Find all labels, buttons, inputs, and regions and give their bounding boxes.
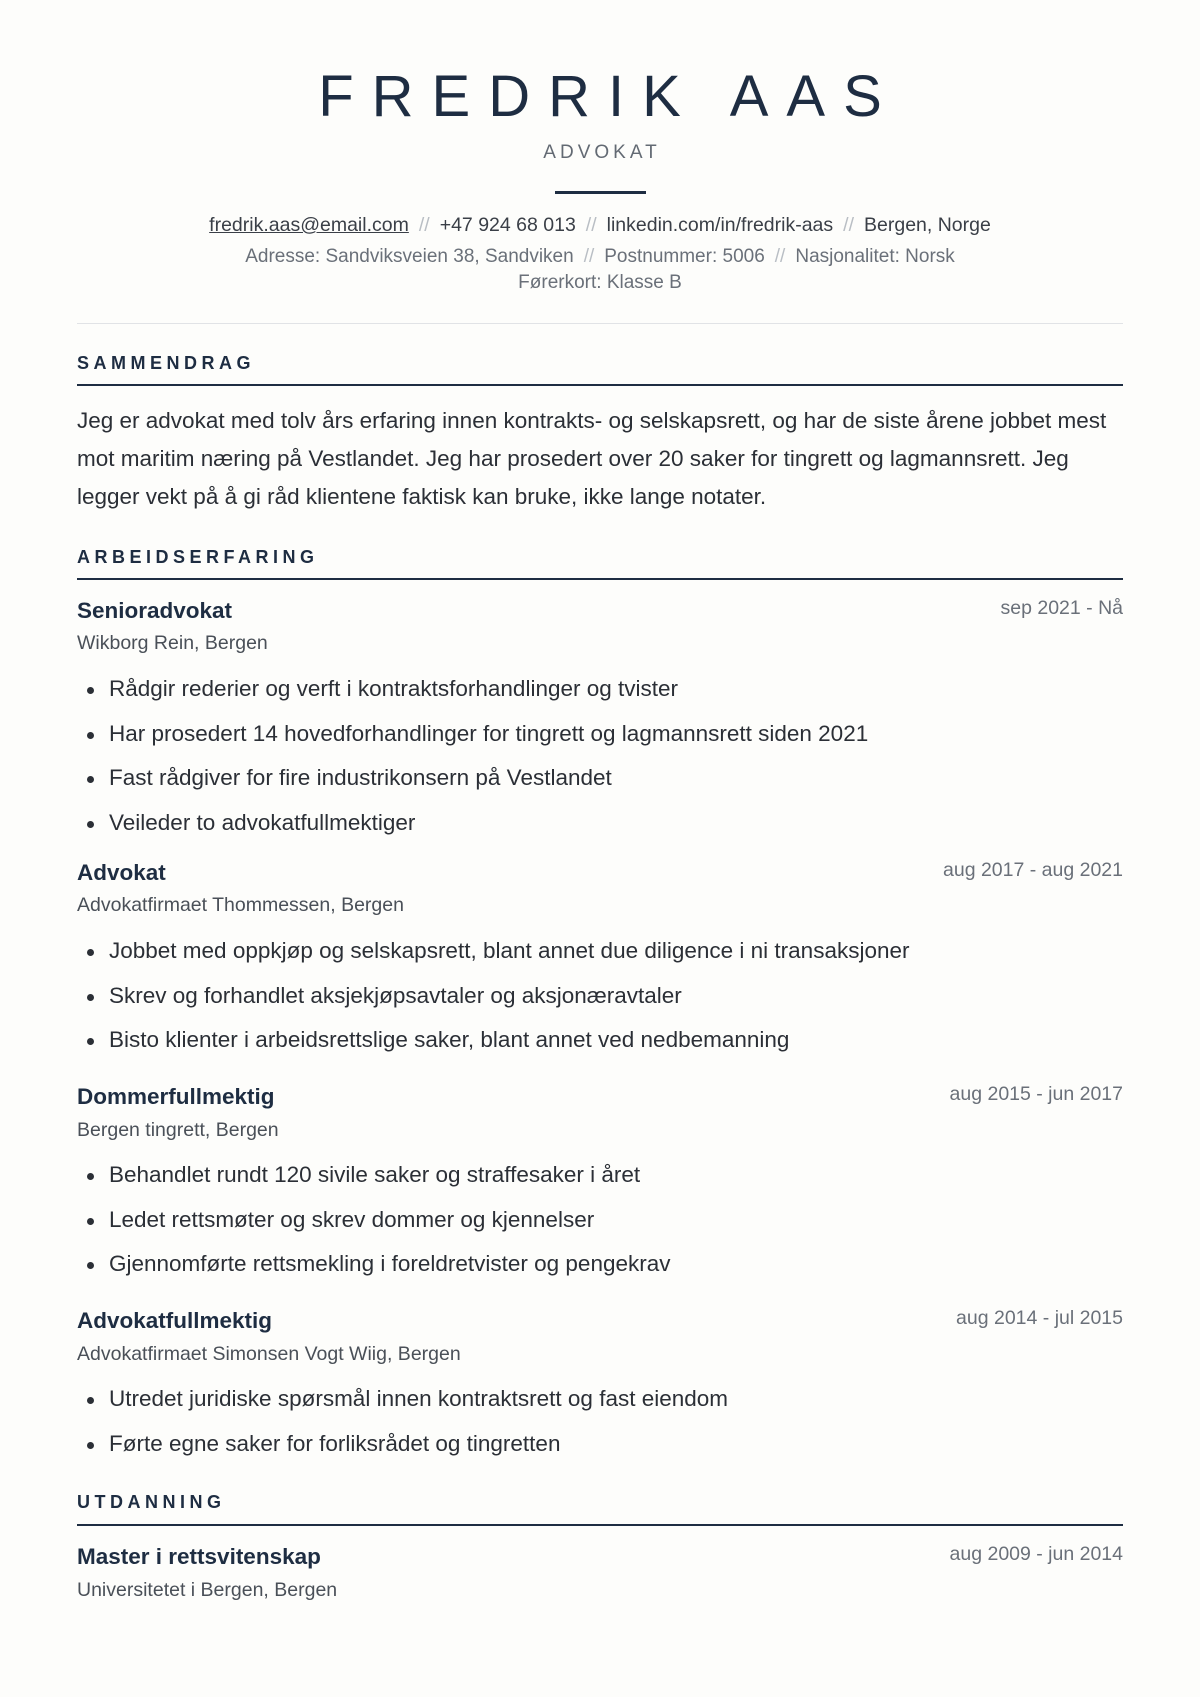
contact-line-primary bbox=[0, 214, 1200, 237]
section-title-summary: SAMMENDRAG bbox=[77, 353, 255, 373]
header-divider bbox=[77, 323, 1123, 324]
job-bullets bbox=[77, 929, 1149, 1063]
list-item: Skrev og forhandlet aksjekjøpsavtaler og aksjonæravtaler bbox=[109, 974, 1149, 1019]
section-rule bbox=[77, 1524, 1123, 1526]
separator: // bbox=[585, 214, 597, 236]
education-school: Universitetet i Bergen, Bergen bbox=[77, 1579, 338, 1601]
linkedin-url: linkedin.com/in/fredrik-aas bbox=[606, 214, 834, 236]
contact-line-secondary bbox=[0, 246, 1200, 268]
list-item: Behandlet rundt 120 sivile saker og straffesaker i året bbox=[109, 1153, 1149, 1198]
job-title: Advokat bbox=[77, 860, 166, 885]
section-title-education: UTDANNING bbox=[77, 1492, 226, 1512]
nationality: Nasjonalitet: Norsk bbox=[795, 246, 955, 267]
email-link[interactable]: fredrik.aas@email.com bbox=[209, 214, 409, 236]
job-organization: Advokatfirmaet Simonsen Vogt Wiig, Bergen bbox=[77, 1343, 461, 1365]
list-item: Har prosedert 14 hovedforhandlinger for tingrett og lagmannsrett siden 2021 bbox=[109, 712, 1149, 757]
education-dates: aug 2009 - jun 2014 bbox=[949, 1543, 1123, 1565]
drivers-license: Førerkort: Klasse B bbox=[518, 272, 682, 293]
education-degree: Master i rettsvitenskap bbox=[77, 1544, 321, 1569]
job-organization: Wikborg Rein, Bergen bbox=[77, 632, 268, 654]
job-bullets bbox=[77, 1153, 1149, 1287]
header-accent-rule bbox=[555, 191, 646, 194]
list-item: Gjennomførte rettsmekling i foreldretvister og pengekrav bbox=[109, 1242, 1149, 1287]
job-organization: Advokatfirmaet Thommessen, Bergen bbox=[77, 894, 404, 916]
address: Adresse: Sandviksveien 38, Sandviken bbox=[245, 246, 574, 267]
job-title-headline: ADVOKAT bbox=[543, 142, 661, 163]
list-item: Veileder to advokatfullmektiger bbox=[109, 801, 1149, 846]
job-bullets bbox=[77, 667, 1149, 845]
phone-number: +47 924 68 013 bbox=[439, 214, 576, 236]
list-item: Førte egne saker for forliksrådet og tingretten bbox=[109, 1422, 1149, 1467]
separator: // bbox=[843, 214, 854, 236]
job-dates: sep 2021 - Nå bbox=[1000, 597, 1123, 619]
person-name: FREDRIK AAS bbox=[318, 64, 900, 129]
section-rule bbox=[77, 384, 1123, 386]
job-dates: aug 2014 - jul 2015 bbox=[956, 1307, 1123, 1329]
job-dates: aug 2017 - aug 2021 bbox=[943, 859, 1123, 881]
separator: // bbox=[583, 246, 595, 267]
list-item: Utredet juridiske spørsmål innen kontraktsrett og fast eiendom bbox=[109, 1377, 1149, 1422]
section-rule bbox=[77, 578, 1123, 580]
summary-text: Jeg er advokat med tolv års erfaring innen kontrakts- og selskapsrett, og har de siste årene jobbet mest mot maritim næring på Vestlandet. Jeg har prosedert over 20 saker for tingrett og lagmannsrett. Jeg legger vekt på å gi råd klientene faktisk kan bruke, ikke lange notater. bbox=[77, 408, 1107, 509]
job-bullets bbox=[77, 1377, 1149, 1466]
job-title: Dommerfullmektig bbox=[77, 1084, 275, 1109]
job-organization: Bergen tingrett, Bergen bbox=[77, 1119, 279, 1141]
list-item: Fast rådgiver for fire industrikonsern på Vestlandet bbox=[109, 756, 1149, 801]
location: Bergen, Norge bbox=[864, 214, 991, 236]
list-item: Bisto klienter i arbeidsrettslige saker, blant annet ved nedbemanning bbox=[109, 1018, 1149, 1063]
separator: // bbox=[418, 214, 430, 236]
list-item: Ledet rettsmøter og skrev dommer og kjennelser bbox=[109, 1198, 1149, 1243]
list-item: Rådgir rederier og verft i kontraktsforhandlinger og tvister bbox=[109, 667, 1149, 712]
job-title: Advokatfullmektig bbox=[77, 1308, 273, 1333]
section-title-experience: ARBEIDSERFARING bbox=[77, 547, 319, 567]
postal-code: Postnummer: 5006 bbox=[604, 246, 765, 267]
list-item: Jobbet med oppkjøp og selskapsrett, blant annet due diligence i ni transaksjoner bbox=[109, 929, 1149, 974]
separator: // bbox=[774, 246, 786, 267]
job-dates: aug 2015 - jun 2017 bbox=[949, 1083, 1123, 1105]
job-title: Senioradvokat bbox=[77, 598, 233, 623]
